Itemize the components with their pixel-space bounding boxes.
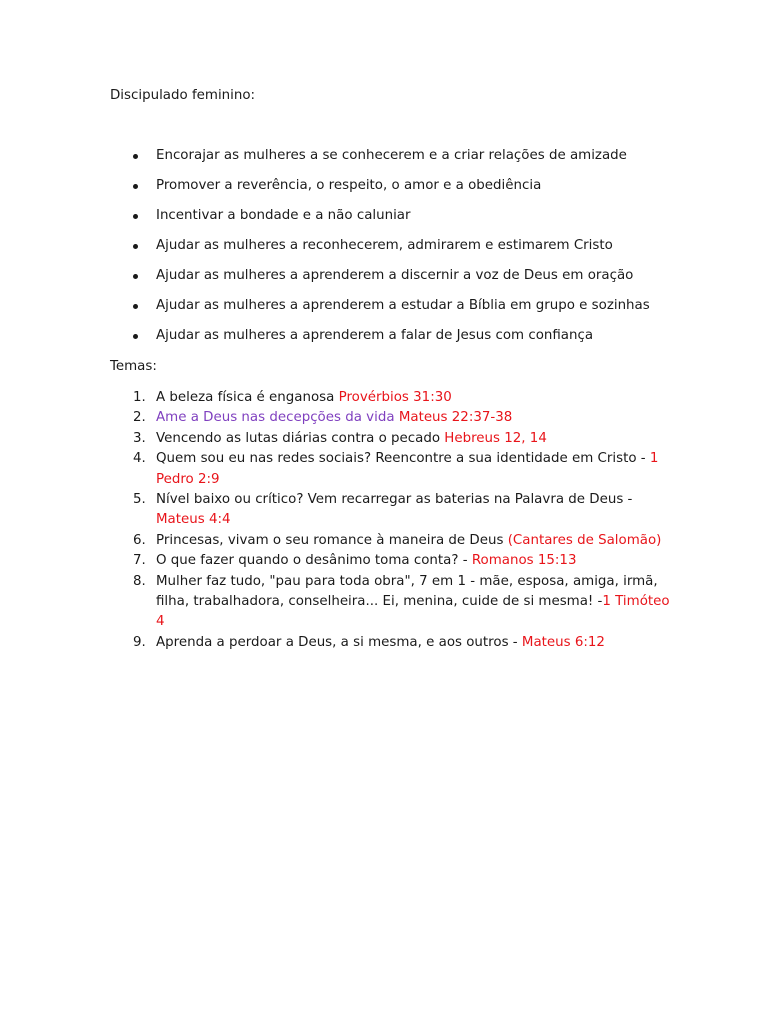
bullet-icon <box>133 184 138 189</box>
topic-item <box>110 551 670 571</box>
topic-text: Nível baixo ou crítico? Vem recarregar as baterias na Palavra de Deus - <box>156 492 633 508</box>
topic-text: Quem sou eu nas redes sociais? Reencontre a sua identidade em Cristo - <box>156 451 650 467</box>
list-item-text: Promover a reverência, o respeito, o amor e a obediência <box>156 178 542 193</box>
topic-item <box>110 388 670 408</box>
bible-reference: 1 Timóteo 4 <box>156 594 670 630</box>
bible-reference: Mateus 22:37-38 <box>398 410 513 426</box>
list-item-text: Ajudar as mulheres a aprenderem a discernir a voz de Deus em oração <box>156 268 634 283</box>
list-item <box>110 237 670 267</box>
list-item <box>110 327 670 357</box>
bible-reference: 1 Pedro 2:9 <box>156 451 659 487</box>
list-item <box>110 267 670 297</box>
topic-number: 6. <box>133 532 146 548</box>
topic-number: 2. <box>133 410 146 426</box>
bible-reference: Mateus 6:12 <box>521 634 605 650</box>
topic-item <box>110 429 670 449</box>
list-item-text: Ajudar as mulheres a aprenderem a falar de Jesus com confiança <box>156 328 594 343</box>
bible-reference: Provérbios 31:30 <box>338 390 452 405</box>
bullet-icon <box>133 274 138 279</box>
list-item-text: Incentivar a bondade e a não caluniar <box>156 208 411 223</box>
topic-text-highlight: Ame a Deus nas decepções da vida <box>156 410 395 426</box>
list-item <box>110 177 670 207</box>
topic-item <box>110 449 670 490</box>
list-item-text: Encorajar as mulheres a se conhecerem e a criar relações de amizade <box>156 148 627 163</box>
topic-item <box>110 572 670 633</box>
bullet-icon <box>133 154 138 159</box>
list-item <box>110 297 670 327</box>
topic-number: 3. <box>133 430 146 446</box>
topic-number: 4. <box>133 451 146 467</box>
topic-item <box>110 531 670 551</box>
bible-reference: Mateus 4:4 <box>156 512 231 528</box>
topic-number: 5. <box>133 492 146 508</box>
bible-reference: (Cantares de Salomão) <box>507 532 662 548</box>
topic-number: 1. <box>133 390 146 405</box>
bullet-icon <box>133 304 138 309</box>
topic-text: O que fazer quando o desânimo toma conta? - <box>156 553 472 569</box>
goals-bullet-list <box>110 147 670 357</box>
list-item-text: Ajudar as mulheres a aprenderem a estudar a Bíblia em grupo e sozinhas <box>156 298 650 313</box>
topic-item <box>110 490 670 531</box>
bible-reference: Romanos 15:13 <box>471 553 577 569</box>
topics-numbered-list <box>110 388 670 653</box>
topic-text: A beleza física é enganosa <box>156 390 339 405</box>
topic-number: 9. <box>133 634 146 650</box>
bullet-icon <box>133 334 138 339</box>
bullet-icon <box>133 244 138 249</box>
topic-item <box>110 633 670 653</box>
topic-number: 8. <box>133 573 146 589</box>
list-item <box>110 147 670 177</box>
bullet-icon <box>133 214 138 219</box>
topic-text: Mulher faz tudo, "pau para toda obra", 7 em 1 - mãe, esposa, amiga, irmã, filha, trabalhadora, conselheira... Ei, menina, cuide de si mesma! - <box>156 573 658 610</box>
bible-reference: Hebreus 12, 14 <box>444 430 547 446</box>
topic-text: Vencendo as lutas diárias contra o pecado <box>156 430 445 446</box>
topic-item <box>110 408 670 428</box>
temas-label: Temas: <box>110 359 157 374</box>
list-item-text: Ajudar as mulheres a reconhecerem, admirarem e estimarem Cristo <box>156 238 613 253</box>
topic-text: Princesas, vivam o seu romance à maneira de Deus <box>156 532 508 548</box>
topic-number: 7. <box>133 553 146 569</box>
list-item <box>110 207 670 237</box>
topic-text: Aprenda a perdoar a Deus, a si mesma, e aos outros - <box>156 634 522 650</box>
document-heading: Discipulado feminino: <box>110 88 256 103</box>
